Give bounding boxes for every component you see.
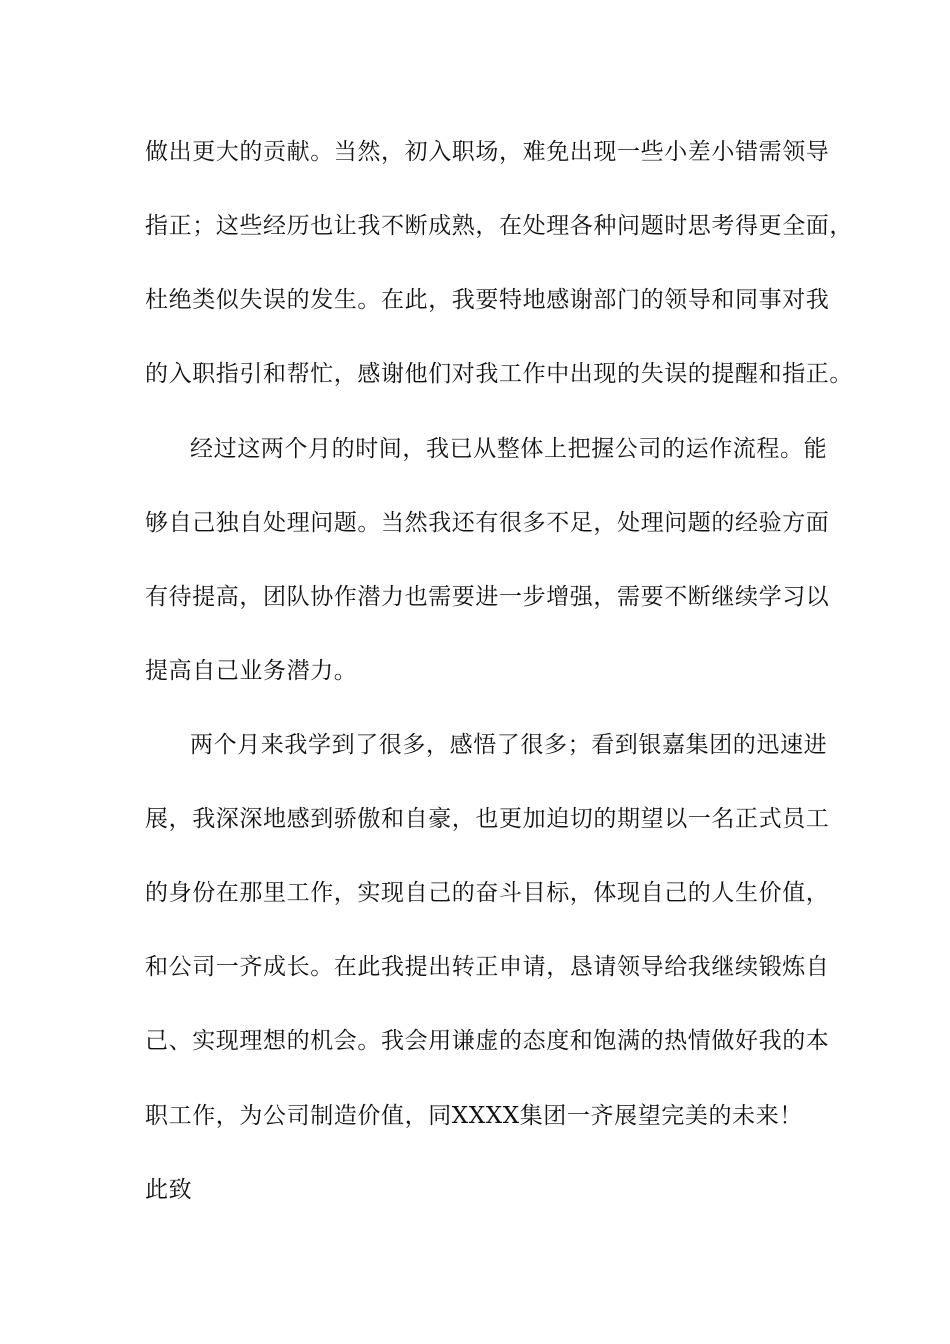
text-line: 职工作，为公司制造价值，同XXXX集团一齐展望完美的未来！ <box>145 1103 803 1129</box>
text-line: 和公司一齐成长。在此我提出转正申请，恳请领导给我继续锻炼自 <box>145 954 830 980</box>
text-line: 杜绝类似失误的发生。在此，我要特地感谢部门的领导和同事对我 <box>145 287 830 313</box>
closing-salutation: 此致 <box>145 1177 193 1203</box>
text-line: 提高自己业务潜力。 <box>145 658 358 684</box>
text-line: 的身份在那里工作，实现自己的奋斗目标，体现自己的人生价值， <box>145 880 830 906</box>
text-line: 够自己独自处理问题。当然我还有很多不足，处理问题的经验方面 <box>145 510 830 536</box>
text-line: 己、实现理想的机会。我会用谦虚的态度和饱满的热情做好我的本 <box>145 1028 830 1054</box>
text-line: 做出更大的贡献。当然，初入职场，难免出现一些小差小错需领导 <box>145 139 830 165</box>
text-line: 指正；这些经历也让我不断成熟，在处理各种问题时思考得更全面， <box>145 213 853 239</box>
text-line: 的入职指引和帮忙，感谢他们对我工作中出现的失误的提醒和指正。 <box>145 361 853 387</box>
paragraph-first-line: 两个月来我学到了很多，感悟了很多；看到银嘉集团的迅速进 <box>190 732 828 758</box>
text-line: 展，我深深地感到骄傲和自豪，也更加迫切的期望以一名正式员工 <box>145 806 830 832</box>
text-line: 有待提高，团队协作潜力也需要进一步增强，需要不断继续学习以 <box>145 584 830 610</box>
paragraph-first-line: 经过这两个月的时间，我已从整体上把握公司的运作流程。能 <box>190 436 828 462</box>
